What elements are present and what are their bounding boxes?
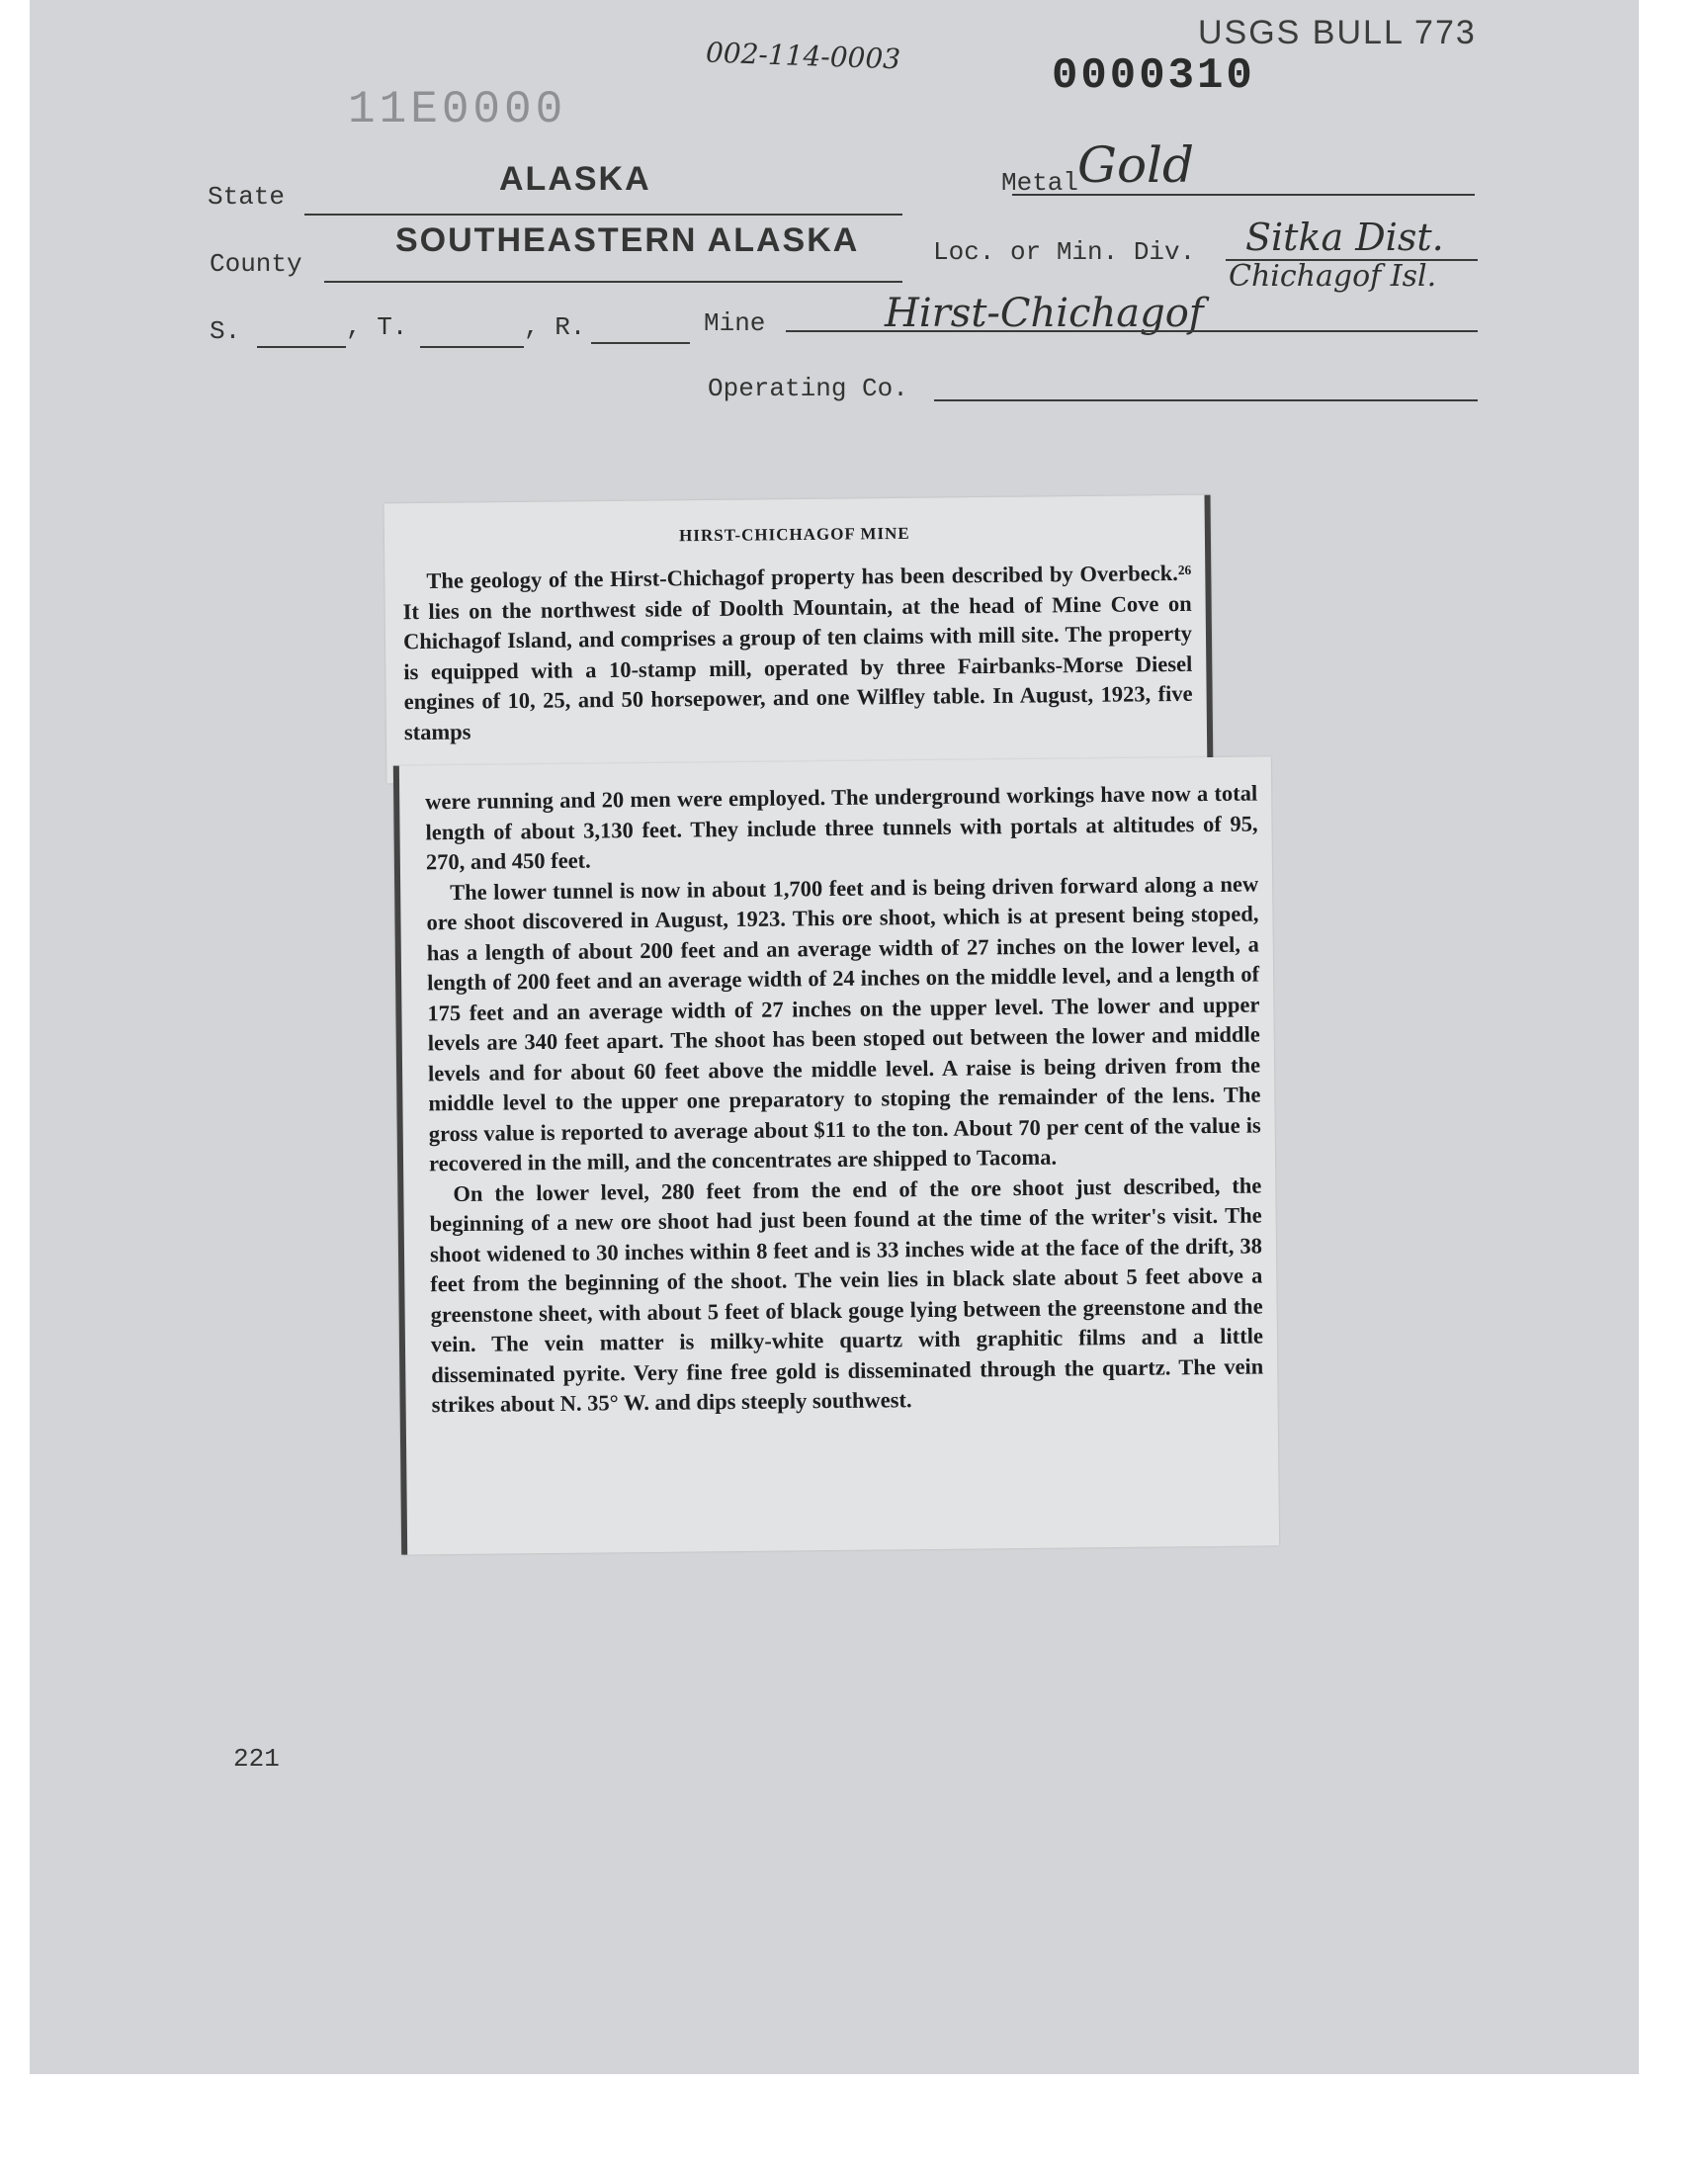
state-label: State [208,182,286,212]
mine-field-line [786,330,1478,332]
county-label: County [210,249,302,279]
bulletin-reference: USGS BULL 773 [1198,14,1477,51]
article-title: HIRST-CHICHAGOF MINE [678,523,910,546]
handwritten-code: 002-114-0003 [705,36,901,76]
article-paragraph-continued: were running and 20 men were employed. The underground workings have now a total length of about 3,130 feet. They include three tunnels with portals at altitudes of 95, 270, and 450 feet. [425,780,1258,875]
section-field-line [257,346,346,348]
county-field-line [324,281,902,283]
metal-label: Metal [1001,168,1079,198]
mine-value: Hirst-Chichagof [885,291,1204,336]
article-paragraph-2: The lower tunnel is now in about 1,700 feet and is being driven forward along a new ore shoot discovered in August, 1923. This ore shoot, which is at present being stoped, has a length of about 200 feet and an average width of 27 inches on the lower level, a length of 200 feet and an average width of 24 inches on the middle level, and a length of 175 feet and an average width of 27 inches on the upper level. The lower and upper levels are 340 feet apart. The shoot has been stoped out between the lower and middle levels and for about 60 feet above the middle level. A raise is being driven from the middle level to the upper one preparatory to stoping the remainder of the lens. The gross value is reported to average about $11 to the ton. About 70 per cent of the value is recovered in the mill, and the concentrates are shipped to Tacoma. [426,871,1261,1176]
county-value: SOUTHEASTERN ALASKA [395,221,860,259]
article-clipping-bottom [393,756,1279,1554]
article-paragraph-1: The geology of the Hirst-Chichagof property has been described by Overbeck.²⁶ It lies on the northwest side of Doolth Mountain, at the head of Mine Cove on Chichagof Island, and comprises a group of ten claims with mill site. The property is equipped with a 10-stamp mill, operated by three Fairbanks-Morse Diesel engines of 10, 25, and 50 horsepower, and one Wilfley table. In August, 1923, five stamps [402,560,1193,744]
page-number: 221 [233,1744,280,1774]
loc-field-line [1226,259,1478,261]
article-clipping-top [384,495,1214,784]
range-label: , R. [524,312,586,342]
township-label: , T. [346,312,408,342]
section-label: S. [210,316,241,346]
article-paragraph-3: On the lower level, 280 feet from the end of the ore shoot just described, the beginning of a new ore shoot had just been found at the time of the writer's visit. The shoot widened to 30 inches within 8 feet and is 33 inches wide at the face of the drift, 38 feet from the beginning of the shoot. The vein lies in black slate about 5 feet above a greenstone sheet, with about 5 feet of black gouge lying between the greenstone and the vein. The vein matter is milky-white quartz with graphitic films and a little disseminated pyrite. Very fine free gold is disseminated through the quartz. The vein strikes about N. 35° W. and dips steeply southwest. [429,1172,1264,1418]
loc-value-line2: Chichagof Isl. [1229,259,1437,294]
metal-value: Gold [1077,136,1195,194]
operating-co-label: Operating Co. [708,374,908,403]
operating-co-field-line [934,399,1478,401]
faint-number: 11E0000 [348,84,567,135]
metal-field-line [1012,194,1475,196]
loc-label: Loc. or Min. Div. [933,237,1196,267]
mine-label: Mine [704,308,766,338]
state-field-line [304,214,902,216]
stamp-number: 0000310 [1052,51,1255,101]
township-field-line [420,346,524,348]
loc-value-line1: Sitka Dist. [1245,216,1444,259]
state-value: ALASKA [499,160,651,198]
range-field-line [591,342,690,344]
